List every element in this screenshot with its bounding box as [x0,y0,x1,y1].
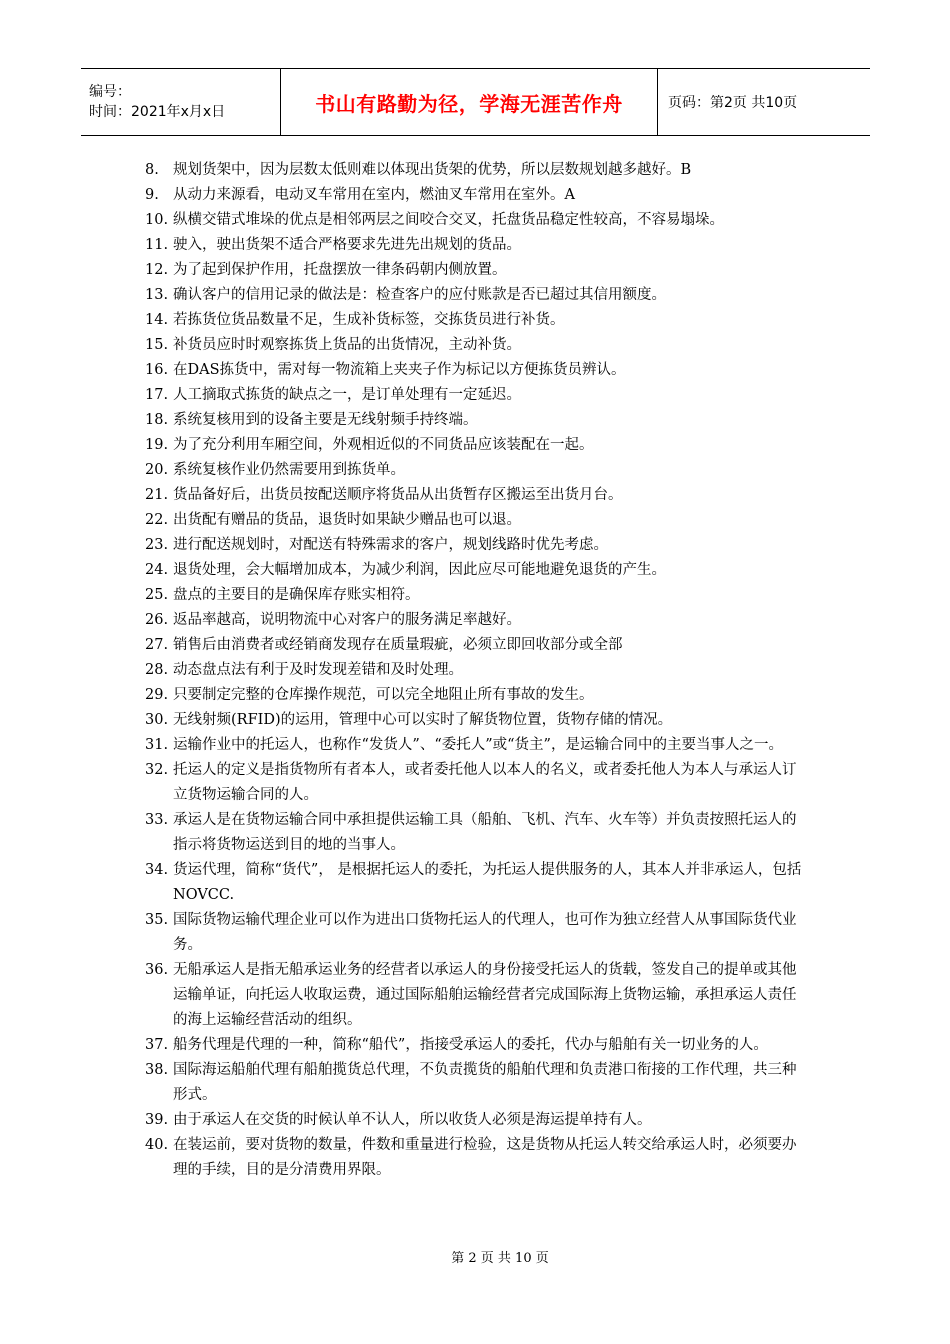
list-item [145,708,810,733]
list-item [145,508,810,533]
item-text: 若拣货位货品数量不足，生成补货标签，交拣货员进行补货。 [173,312,565,328]
question-list [145,158,810,1183]
item-number: 22. [145,512,169,528]
list-item [145,408,810,433]
list-item [145,433,810,458]
item-number: 34. [145,862,169,878]
item-number: 19. [145,437,169,453]
item-text: 从动力来源看，电动叉车常用在室内，燃油叉车常用在室外。A [173,187,575,203]
item-number: 12. [145,262,169,278]
list-item [145,608,810,633]
list-item [145,958,810,1033]
item-text: 销售后由消费者或经销商发现存在质量瑕疵，必须立即回收部分或全部 [173,637,623,653]
list-item [145,233,810,258]
item-text: 返品率越高，说明物流中心对客户的服务满足率越好。 [173,612,521,628]
item-number: 40. [145,1137,169,1153]
item-text: 在DAS拣货中，需对每一物流箱上夹夹子作为标记以方便拣货员辨认。 [173,362,626,378]
list-item [145,858,810,908]
item-text: 人工摘取式拣货的缺点之一，是订单处理有一定延迟。 [173,387,521,403]
list-item [145,483,810,508]
item-number: 39. [145,1112,169,1128]
list-item [145,533,810,558]
list-item [145,758,810,808]
item-text: 系统复核用到的设备主要是无线射频手持终端。 [173,412,478,428]
header-meta [81,69,281,135]
item-number: 37. [145,1037,169,1053]
item-text: 纵横交错式堆垛的优点是相邻两层之间咬合交叉，托盘货品稳定性较高，不容易塌垛。 [173,212,724,228]
item-number: 20. [145,462,169,478]
item-text: 补货员应时时观察拣货上货品的出货情况，主动补货。 [173,337,521,353]
item-text: 在装运前，要对货物的数量，件数和重量进行检验，这是货物从托运人转交给承运人时，必须要办理的手续，目的是分清费用界限。 [173,1137,797,1178]
item-text: 货运代理，简称“货代”， 是根据托运人的委托，为托运人提供服务的人，其本人并非承运人，包括NOVCC. [173,862,802,903]
item-number: 29. [145,687,169,703]
item-number: 27. [145,637,169,653]
list-item [145,158,810,183]
page-header [81,68,870,136]
page-code-text: 页码：第2页 共10页 [668,95,798,111]
item-text: 无线射频(RFID)的运用，管理中心可以实时了解货物位置，货物存储的情况。 [173,712,673,728]
item-text: 运输作业中的托运人，也称作“发货人”、“委托人”或“货主”，是运输合同中的主要当事人之一。 [173,737,783,753]
item-number: 26. [145,612,169,628]
list-item [145,208,810,233]
item-text: 货品备好后，出货员按配送顺序将货品从出货暂存区搬运至出货月台。 [173,487,623,503]
item-text: 承运人是在货物运输合同中承担提供运输工具（船舶、飞机、汽车、火车等）并负责按照托运人的指示将货物运送到目的地的当事人。 [173,812,797,853]
item-number: 13. [145,287,169,303]
list-item [145,733,810,758]
item-number: 35. [145,912,169,928]
list-item [145,358,810,383]
list-item [145,633,810,658]
list-item [145,658,810,683]
document-date: 时间：2021年x月x日 [89,104,226,120]
list-item [145,183,810,208]
item-number: 17. [145,387,169,403]
item-text: 进行配送规划时，对配送有特殊需求的客户，规划线路时优先考虑。 [173,537,608,553]
item-text: 驶入，驶出货架不适合严格要求先进先出规划的货品。 [173,237,521,253]
list-item [145,308,810,333]
item-text: 只要制定完整的仓库操作规范，可以完全地阻止所有事故的发生。 [173,687,594,703]
item-text: 为了充分利用车厢空间，外观相近似的不同货品应该装配在一起。 [173,437,594,453]
slogan-text: 书山有路勤为径，学海无涯苦作舟 [315,91,623,116]
item-number: 21. [145,487,169,503]
page-footer [0,1247,950,1266]
list-item [145,1108,810,1133]
item-number: 30. [145,712,169,728]
header-slogan [281,69,658,135]
item-text: 无船承运人是指无船承运业务的经营者以承运人的身份接受托运人的货载，签发自己的提单或其他运输单证，向托运人收取运费，通过国际船舶运输经营者完成国际海上货物运输，承担承运人责任的海上运输经营活动的组织。 [173,962,797,1028]
item-number: 33. [145,812,169,828]
list-item [145,283,810,308]
item-text: 托运人的定义是指货物所有者本人，或者委托他人以本人的名义，或者委托他人为本人与承运人订立货物运输合同的人。 [173,762,797,803]
list-item [145,808,810,858]
list-item [145,1033,810,1058]
list-item [145,458,810,483]
item-number: 11. [145,237,169,253]
item-number: 28. [145,662,169,678]
item-number: 18. [145,412,169,428]
item-number: 10. [145,212,169,228]
item-text: 规划货架中，因为层数太低则难以体现出货架的优势，所以层数规划越多越好。B [173,162,692,178]
list-item [145,383,810,408]
list-item [145,583,810,608]
item-text: 退货处理，会大幅增加成本，为减少利润，因此应尽可能地避免退货的产生。 [173,562,666,578]
item-text: 由于承运人在交货的时候认单不认人，所以收货人必须是海运提单持有人。 [173,1112,652,1128]
item-number: 14. [145,312,169,328]
item-text: 系统复核作业仍然需要用到拣货单。 [173,462,405,478]
item-number: 25. [145,587,169,603]
footer-page-number: 第 2 页 共 10 页 [451,1251,549,1266]
item-text: 为了起到保护作用，托盘摆放一律条码朝内侧放置。 [173,262,507,278]
item-text: 确认客户的信用记录的做法是：检查客户的应付账款是否已超过其信用额度。 [173,287,666,303]
list-item [145,258,810,283]
item-number: 36. [145,962,169,978]
item-text: 盘点的主要目的是确保库存账实相符。 [173,587,420,603]
item-number: 24. [145,562,169,578]
item-text: 国际货物运输代理企业可以作为进出口货物托运人的代理人，也可作为独立经营人从事国际货代业务。 [173,912,797,953]
item-number: 38. [145,1062,169,1078]
item-number: 23. [145,537,169,553]
item-number: 16. [145,362,169,378]
item-number: 8. [145,162,159,178]
item-number: 9. [145,187,159,203]
item-text: 国际海运船舶代理有船舶揽货总代理，不负责揽货的船舶代理和负责港口衔接的工作代理，共三种形式。 [173,1062,797,1103]
list-item [145,1133,810,1183]
list-item [145,558,810,583]
item-text: 船务代理是代理的一种，简称“船代”，指接受承运人的委托，代办与船舶有关一切业务的人。 [173,1037,768,1053]
item-text: 出货配有赠品的货品，退货时如果缺少赠品也可以退。 [173,512,521,528]
item-number: 15. [145,337,169,353]
list-item [145,683,810,708]
list-item [145,1058,810,1108]
header-page-code [658,69,870,135]
list-item [145,908,810,958]
item-number: 32. [145,762,169,778]
document-number: 编号： [89,84,131,100]
list-item [145,333,810,358]
item-number: 31. [145,737,169,753]
item-text: 动态盘点法有利于及时发现差错和及时处理。 [173,662,463,678]
